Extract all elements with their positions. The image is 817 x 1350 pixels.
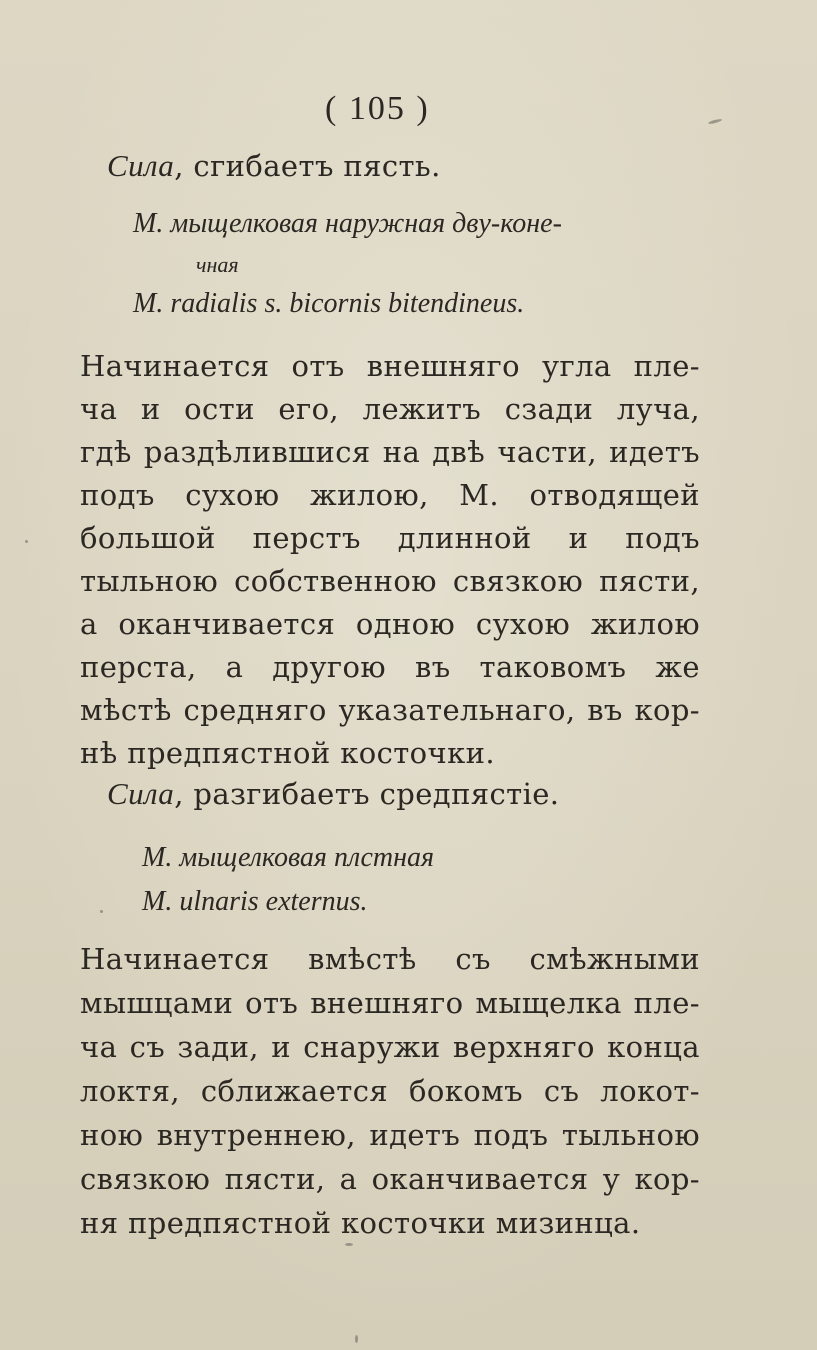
paragraph-line: подъ сухою жилою, М. отводящей (80, 478, 700, 512)
strength-line-2 (107, 778, 559, 809)
muscle-name-russian: М. мыщелковая наружная дву-коне- (133, 208, 562, 239)
paragraph-line: мѣстѣ средняго указательнаго, въ кор- (80, 693, 700, 727)
paper-speck (25, 540, 28, 543)
strength-label: Сила (107, 148, 175, 183)
paragraph-line: нѣ предпястной косточки. (80, 736, 495, 770)
paragraph-line: Начинается вмѣстѣ съ смѣжными (80, 942, 700, 976)
paragraph-line: мышцами отъ внешняго мыщелка пле- (80, 986, 700, 1020)
paragraph-line: тыльною собственною связкою пясти, (80, 564, 700, 598)
paragraph-line: а оканчивается одною сухою жилою (80, 607, 700, 641)
paragraph-line: локтя, сближается бокомъ съ локот- (80, 1074, 700, 1108)
paper-speck (708, 118, 722, 125)
paragraph-line: перста, а другою въ таковомъ же (80, 650, 700, 684)
paper-speck (355, 1335, 358, 1343)
strength-text: , сгибаетъ пясть. (174, 149, 441, 183)
paragraph-line: ною внутреннею, идетъ подъ тыльною (80, 1118, 700, 1152)
paragraph-line: Начинается отъ внешняго угла пле- (80, 349, 700, 383)
muscle-name-latin: M. radialis s. bicornis bitendineus. (133, 288, 525, 319)
paragraph-line: большой перстъ длинной и подъ (80, 521, 700, 555)
muscle-name-latin: M. ulnaris externus. (142, 886, 368, 917)
paragraph-line: связкою пясти, а оканчивается у кор- (80, 1162, 700, 1196)
paper-speck (345, 1243, 353, 1246)
paragraph-line: гдѣ раздѣлившися на двѣ части, идетъ (80, 435, 700, 469)
paragraph-line: ча съ зади, и снаружи верхняго конца (80, 1030, 700, 1064)
strength-line-1 (107, 150, 441, 181)
muscle-name-russian: М. мыщелковая плстная (142, 842, 435, 873)
paper-speck (100, 910, 103, 913)
strength-text: , разгибаетъ средпястіе. (174, 777, 560, 811)
paragraph-line: ня предпястной косточки мизинца. (80, 1206, 641, 1240)
paragraph-line: ча и ости его, лежитъ сзади луча, (80, 392, 700, 426)
strength-label: Сила (107, 776, 175, 811)
muscle-name-russian-cont: чная (196, 252, 239, 277)
page-number: ( 105 ) (325, 90, 430, 127)
